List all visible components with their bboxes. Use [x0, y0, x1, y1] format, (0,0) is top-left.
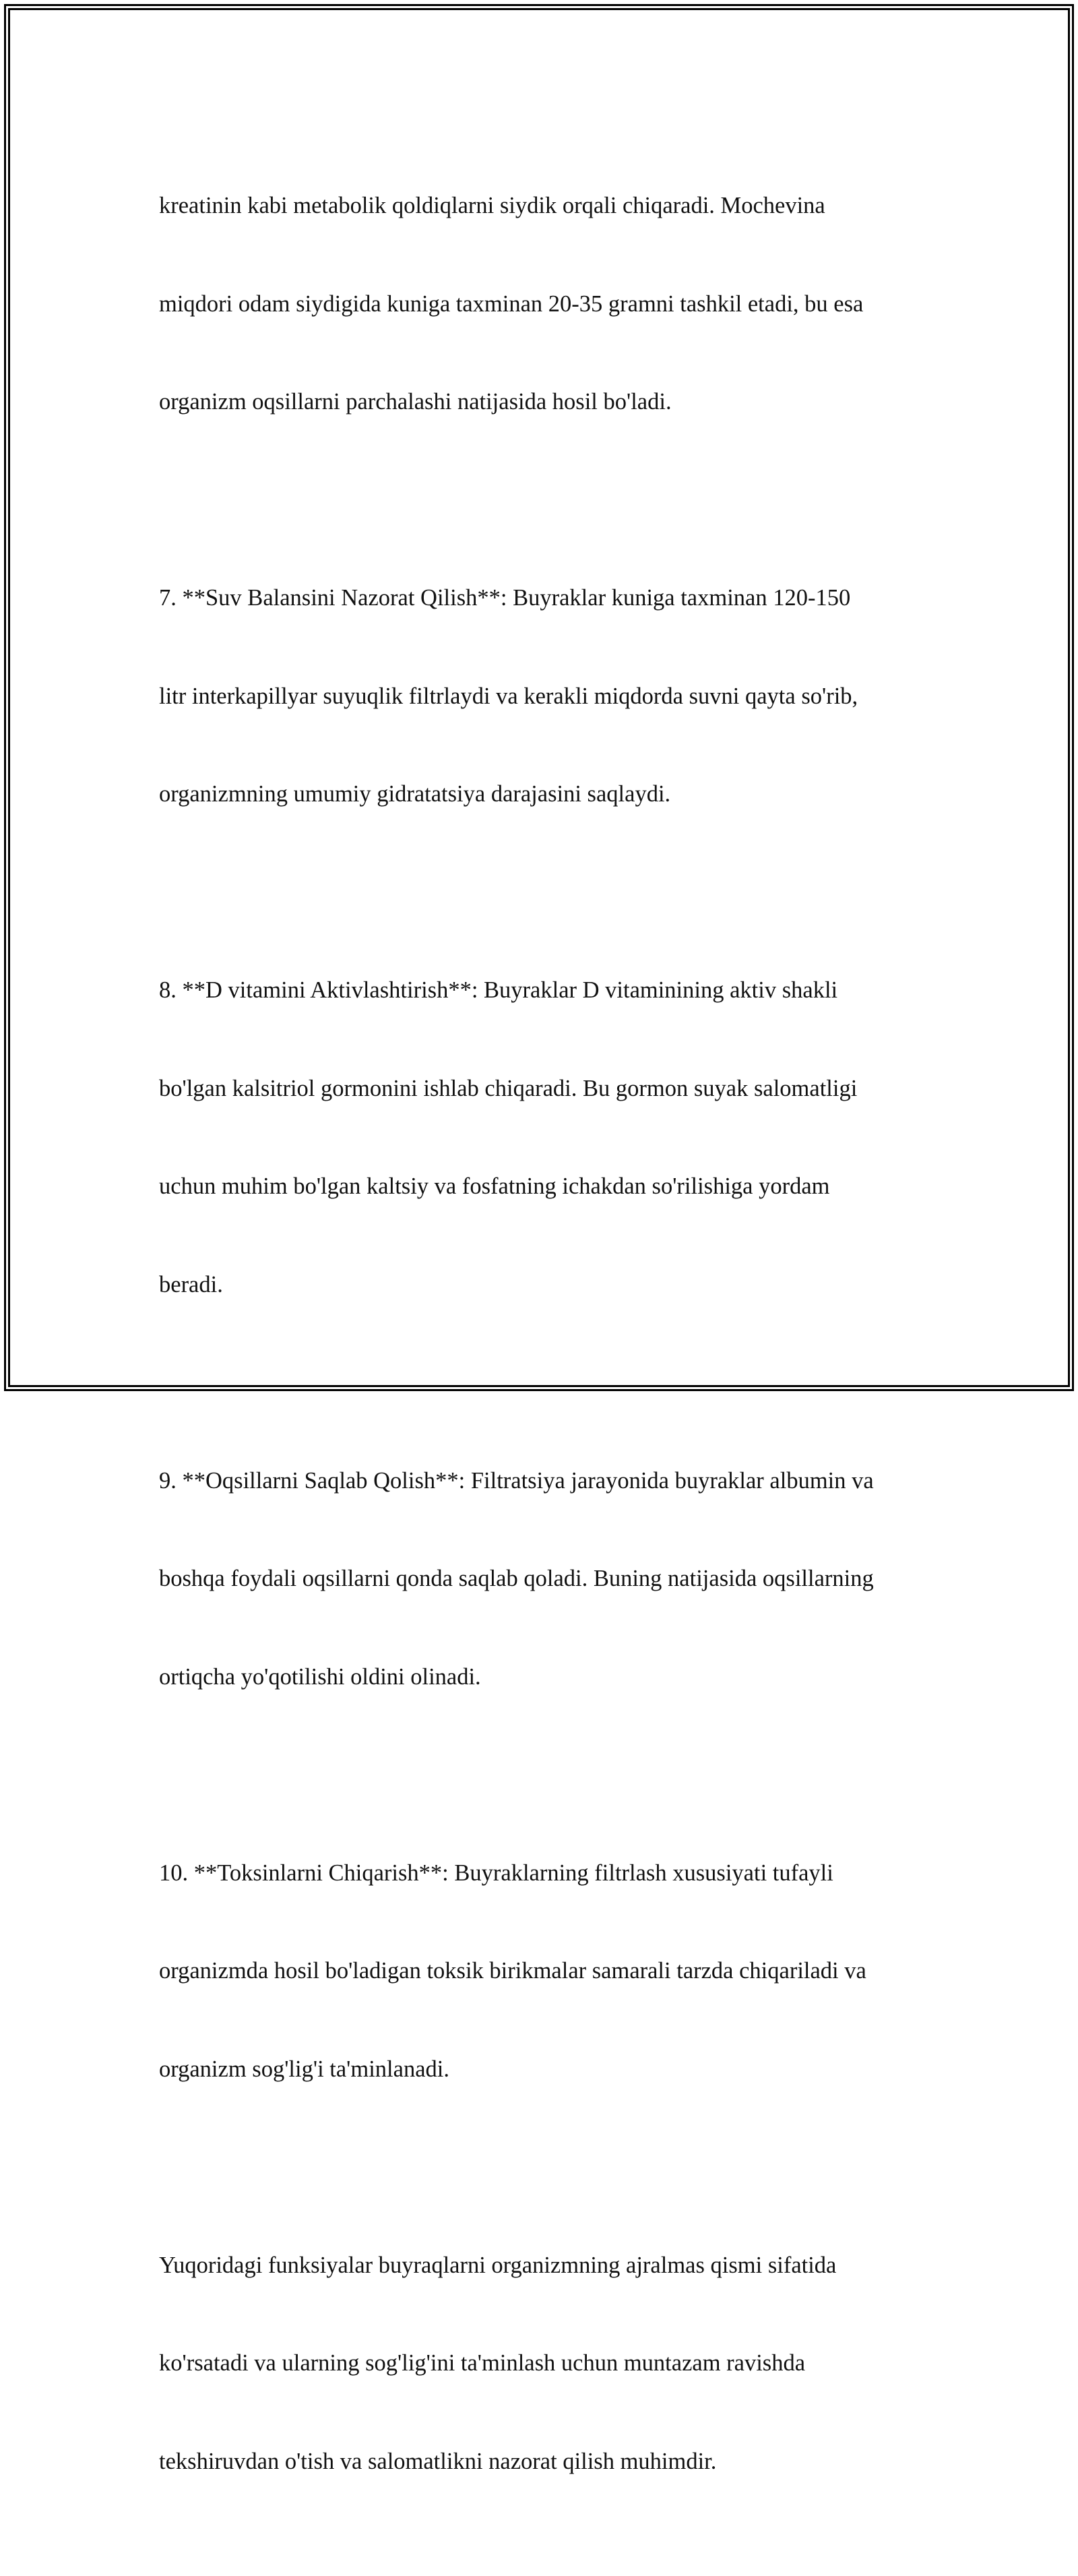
- text-line: 7. **Suv Balansini Nazorat Qilish**: Buyraklar kuniga taxminan 120-150: [159, 585, 851, 611]
- text-line: beradi.: [159, 1271, 223, 1297]
- text-line: uchun muhim bo'lgan kaltsiy va fosfatning ichakdan so'rilishiga yordam: [159, 1173, 830, 1199]
- text-line: 9. **Oqsillarni Saqlab Qolish**: Filtratsiya jarayonida buyraklar albumin va: [159, 1467, 874, 1494]
- text-line: ko'rsatadi va ularning sog'lig'ini ta'minlash uchun muntazam ravishda: [159, 2350, 806, 2376]
- text-line: Yuqoridagi funksiyalar buyraqlarni organizmning ajralmas qismi sifatida: [159, 2252, 837, 2278]
- paragraph-continuation: [159, 124, 941, 484]
- text-line: 10. **Toksinlarni Chiqarish**: Buyraklarning filtrlash xususiyati tufayli: [159, 1860, 833, 1886]
- paragraph-item-8: [159, 909, 941, 1366]
- paragraph-item-7: [159, 516, 941, 876]
- paragraph-conclusion: [159, 2184, 941, 2544]
- paragraph-item-10: [159, 1791, 941, 2151]
- text-line: litr interkapillyar suyuqlik filtrlaydi va kerakli miqdorda suvni qayta so'rib,: [159, 683, 858, 709]
- text-line: organizm sog'lig'i ta'minlanadi.: [159, 2056, 449, 2082]
- text-line: organizmda hosil bo'ladigan toksik birikmalar samarali tarzda chiqariladi va: [159, 1958, 866, 1984]
- document-body: [159, 124, 941, 2576]
- text-line: 8. **D vitamini Aktivlashtirish**: Buyraklar D vitaminining aktiv shakli: [159, 977, 838, 1003]
- paragraph-item-9: [159, 1399, 941, 1759]
- text-line: ortiqcha yo'qotilishi oldini olinadi.: [159, 1663, 481, 1690]
- text-line: organizm oqsillarni parchalashi natijasida hosil bo'ladi.: [159, 389, 672, 415]
- text-line: organizmning umumiy gidratatsiya darajasini saqlaydi.: [159, 781, 671, 807]
- text-line: kreatinin kabi metabolik qoldiqlarni siydik orqali chiqaradi. Mochevina: [159, 193, 825, 218]
- text-line: miqdori odam siydigida kuniga taxminan 20-35 gramni tashkil etadi, bu esa: [159, 290, 864, 317]
- text-line: tekshiruvdan o'tish va salomatlikni nazorat qilish muhimdir.: [159, 2448, 717, 2474]
- text-line: bo'lgan kalsitriol gormonini ishlab chiqaradi. Bu gormon suyak salomatligi: [159, 1075, 858, 1101]
- text-line: boshqa foydali oqsillarni qonda saqlab qoladi. Buning natijasida oqsillarning: [159, 1566, 874, 1591]
